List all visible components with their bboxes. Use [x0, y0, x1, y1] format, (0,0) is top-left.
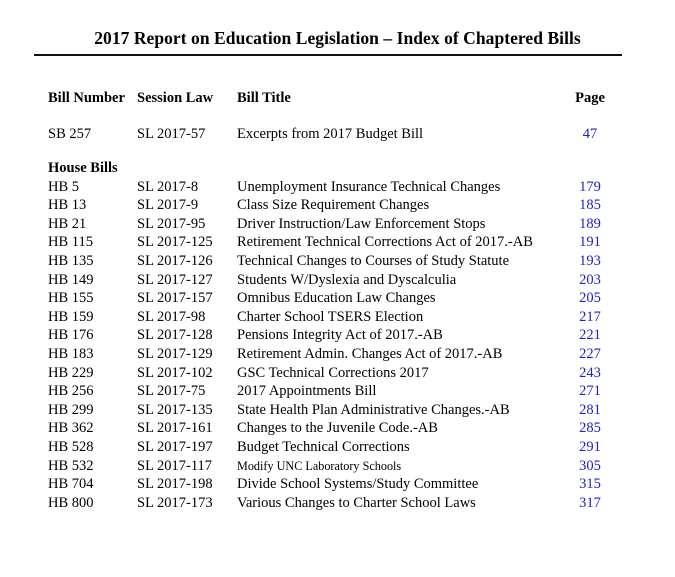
section-heading-label: House Bills	[48, 159, 118, 176]
cell-bill-number: HB 299	[48, 401, 94, 418]
cell-bill-number: HB 183	[48, 345, 94, 362]
table-row	[48, 197, 628, 216]
cell-bill-number: HB 800	[48, 494, 94, 511]
cell-page-number[interactable]: 203	[579, 271, 601, 288]
cell-bill-title: Divide School Systems/Study Committee	[237, 476, 479, 493]
cell-page-number[interactable]: 189	[579, 215, 601, 232]
cell-session-law: SL 2017-75	[137, 383, 206, 400]
cell-bill-title: Retirement Admin. Changes Act of 2017.-AB	[237, 345, 503, 362]
cell-session-law: SL 2017-102	[137, 364, 213, 381]
cell-bill-title: Modify UNC Laboratory Schools	[237, 458, 402, 473]
cell-bill-title: Charter School TSERS Election	[237, 308, 424, 325]
table-row	[48, 346, 628, 365]
cell-page-number[interactable]: 271	[579, 383, 601, 400]
column-header-page: Page	[575, 90, 605, 106]
cell-page-number[interactable]: 243	[579, 364, 601, 381]
table-row	[48, 365, 628, 384]
cell-session-law: SL 2017-57	[137, 126, 206, 142]
cell-page-number[interactable]: 185	[579, 197, 601, 214]
cell-bill-title: Omnibus Education Law Changes	[237, 290, 436, 307]
table-row	[48, 420, 628, 439]
cell-bill-title: State Health Plan Administrative Changes.-AB	[237, 401, 510, 418]
cell-bill-title: Various Changes to Charter School Laws	[237, 494, 476, 511]
cell-bill-title: Class Size Requirement Changes	[237, 197, 430, 214]
table-row	[48, 179, 628, 198]
cell-session-law: SL 2017-95	[137, 215, 206, 232]
cell-session-law: SL 2017-98	[137, 308, 206, 325]
cell-page-number[interactable]: 227	[579, 345, 601, 362]
cell-session-law: SL 2017-157	[137, 290, 213, 307]
section-gap-spacer	[48, 145, 628, 160]
title-block	[0, 28, 675, 48]
cell-page-number[interactable]: 285	[579, 420, 601, 437]
table-row	[48, 458, 628, 477]
cell-page-number[interactable]: 291	[579, 438, 601, 455]
cell-session-law: SL 2017-9	[137, 197, 199, 214]
cell-bill-number: HB 229	[48, 364, 94, 381]
cell-bill-title: Driver Instruction/Law Enforcement Stops	[237, 215, 486, 232]
cell-bill-title: Unemployment Insurance Technical Changes	[237, 178, 501, 195]
cell-page-number[interactable]: 317	[579, 494, 601, 511]
cell-bill-number: HB 362	[48, 420, 94, 437]
table-row	[48, 476, 628, 495]
column-header-bill-number: Bill Number	[48, 90, 125, 106]
cell-bill-number: HB 155	[48, 290, 94, 307]
column-header-bill-title: Bill Title	[237, 90, 291, 106]
page-title: 2017 Report on Education Legislation – Index of Chaptered Bills	[94, 28, 581, 48]
cell-bill-number: HB 528	[48, 438, 94, 455]
cell-session-law: SL 2017-135	[137, 401, 213, 418]
cell-session-law: SL 2017-125	[137, 234, 213, 251]
table-row	[48, 402, 628, 421]
cell-bill-number: HB 13	[48, 197, 87, 214]
table-row	[48, 327, 628, 346]
cell-bill-number: SB 257	[48, 126, 92, 142]
cell-bill-title: Changes to the Juvenile Code.-AB	[237, 420, 438, 437]
section-heading-house-bills	[48, 160, 628, 179]
table-row	[48, 234, 628, 253]
cell-session-law: SL 2017-117	[137, 457, 213, 474]
cell-bill-number: HB 5	[48, 178, 80, 195]
table-header-row	[48, 90, 628, 112]
cell-session-law: SL 2017-198	[137, 476, 213, 493]
cell-bill-number: HB 135	[48, 252, 94, 269]
cell-session-law: SL 2017-127	[137, 271, 213, 288]
cell-page-number[interactable]: 179	[579, 178, 601, 195]
cell-bill-number: HB 256	[48, 383, 94, 400]
cell-bill-title: GSC Technical Corrections 2017	[237, 364, 429, 381]
cell-bill-number: HB 149	[48, 271, 94, 288]
cell-bill-number: HB 115	[48, 234, 93, 251]
title-underline-rule	[34, 54, 622, 56]
cell-bill-title: Retirement Technical Corrections Act of 2017.-AB	[237, 234, 533, 251]
cell-bill-title: 2017 Appointments Bill	[237, 383, 377, 400]
table-row	[48, 495, 628, 514]
table-row	[48, 309, 628, 328]
cell-bill-title: Budget Technical Corrections	[237, 438, 410, 455]
table-row	[48, 216, 628, 235]
cell-page-number[interactable]: 315	[579, 476, 601, 493]
cell-session-law: SL 2017-128	[137, 327, 213, 344]
house-bills-group	[48, 179, 628, 514]
cell-bill-number: HB 532	[48, 457, 94, 474]
cell-page-number[interactable]: 193	[579, 252, 601, 269]
cell-session-law: SL 2017-173	[137, 494, 213, 511]
table-row	[48, 383, 628, 402]
cell-bill-title: Pensions Integrity Act of 2017.-AB	[237, 327, 443, 344]
cell-session-law: SL 2017-126	[137, 252, 213, 269]
cell-bill-number: HB 21	[48, 215, 87, 232]
table-row	[48, 439, 628, 458]
column-header-session-law: Session Law	[137, 90, 214, 106]
cell-bill-title: Excerpts from 2017 Budget Bill	[237, 126, 424, 142]
cell-bill-number: HB 704	[48, 476, 94, 493]
table-row	[48, 290, 628, 309]
cell-page-number[interactable]: 305	[579, 457, 601, 474]
table-row	[48, 272, 628, 291]
cell-page-number[interactable]: 221	[579, 327, 601, 344]
senate-bills-group	[48, 126, 628, 145]
cell-session-law: SL 2017-129	[137, 345, 213, 362]
cell-session-law: SL 2017-197	[137, 438, 213, 455]
cell-page-number[interactable]: 205	[579, 290, 601, 307]
cell-bill-title: Technical Changes to Courses of Study Statute	[237, 252, 510, 269]
cell-session-law: SL 2017-8	[137, 178, 199, 195]
cell-bill-number: HB 159	[48, 308, 94, 325]
index-table	[48, 90, 628, 513]
table-row	[48, 253, 628, 272]
cell-session-law: SL 2017-161	[137, 420, 213, 437]
header-gap-spacer	[48, 112, 628, 126]
cell-page-number[interactable]: 191	[579, 234, 601, 251]
cell-page-number[interactable]: 47	[582, 126, 598, 142]
cell-page-number[interactable]: 281	[579, 401, 601, 418]
cell-bill-number: HB 176	[48, 327, 94, 344]
cell-page-number[interactable]: 217	[579, 308, 601, 325]
table-row	[48, 126, 628, 145]
cell-bill-title: Students W/Dyslexia and Dyscalculia	[237, 271, 457, 288]
